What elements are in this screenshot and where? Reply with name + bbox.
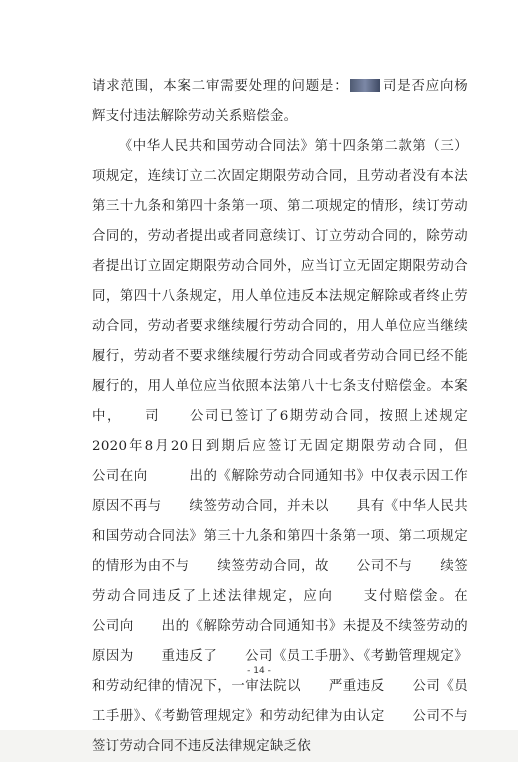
paragraph-1-after: 司是否应向杨辉支付违法解除劳动关系赔偿金。 [92,79,468,124]
paragraph-2: 《中华人民共和国劳动合同法》第十四条第二款第（三）项规定，连续订立二次固定期限劳动合同，且劳动者没有本法第三十九条和第四十条第一项、第二项规定的情形，续订劳动合同的，劳动者提出或者同意续订、订立劳动合同的，除劳动者提出订立固定期限劳动合同外，应当订立无固定期限劳动合同，第四十八条规定，用人单位违反本法规定解除或者终止劳动合同，劳动者要求继续履行劳动合同的，用人单位应当继续履行，劳动者不要求继续履行劳动合同或者劳动合同已经不能履行的，用人单位应当依照本法第八十七条支付赔偿金。本案中， 司 公司已签订了6期劳动合同，按照上述规定2020年8月20日到期后应签订无固定期限劳动合同，但 公司在向 出的《解除劳动合同通知书》中仅表示因工作原因不再与 续签劳动合同，并未以 具有《中华人民共和国劳动合同法》第三十九条和第四十条第一项、第二项规定的情形为由不与 续签劳动合同，故 公司不与 续签劳动合同违反了上述法律规定，应向 支付赔偿金。在 公司向 出的《解除劳动合同通知书》未提及不续签劳动的原因为 重违反了 公司《员工手册》、《考勤管理规定》和劳动纪律的情况下，一审法院以 严重违反 公司《员工手册》、《考勤管理规定》和劳动纪律为由认定 公司不与 签订劳动合同不违反法律规定缺乏依 [92,139,496,754]
paragraph-1-before: 请求范围，本案二审需要处理的问题是： [92,79,349,94]
paragraph-1 [92,72,468,132]
body-text [92,72,496,762]
redaction-block [350,79,380,92]
page-number: - 14 - [247,666,271,676]
